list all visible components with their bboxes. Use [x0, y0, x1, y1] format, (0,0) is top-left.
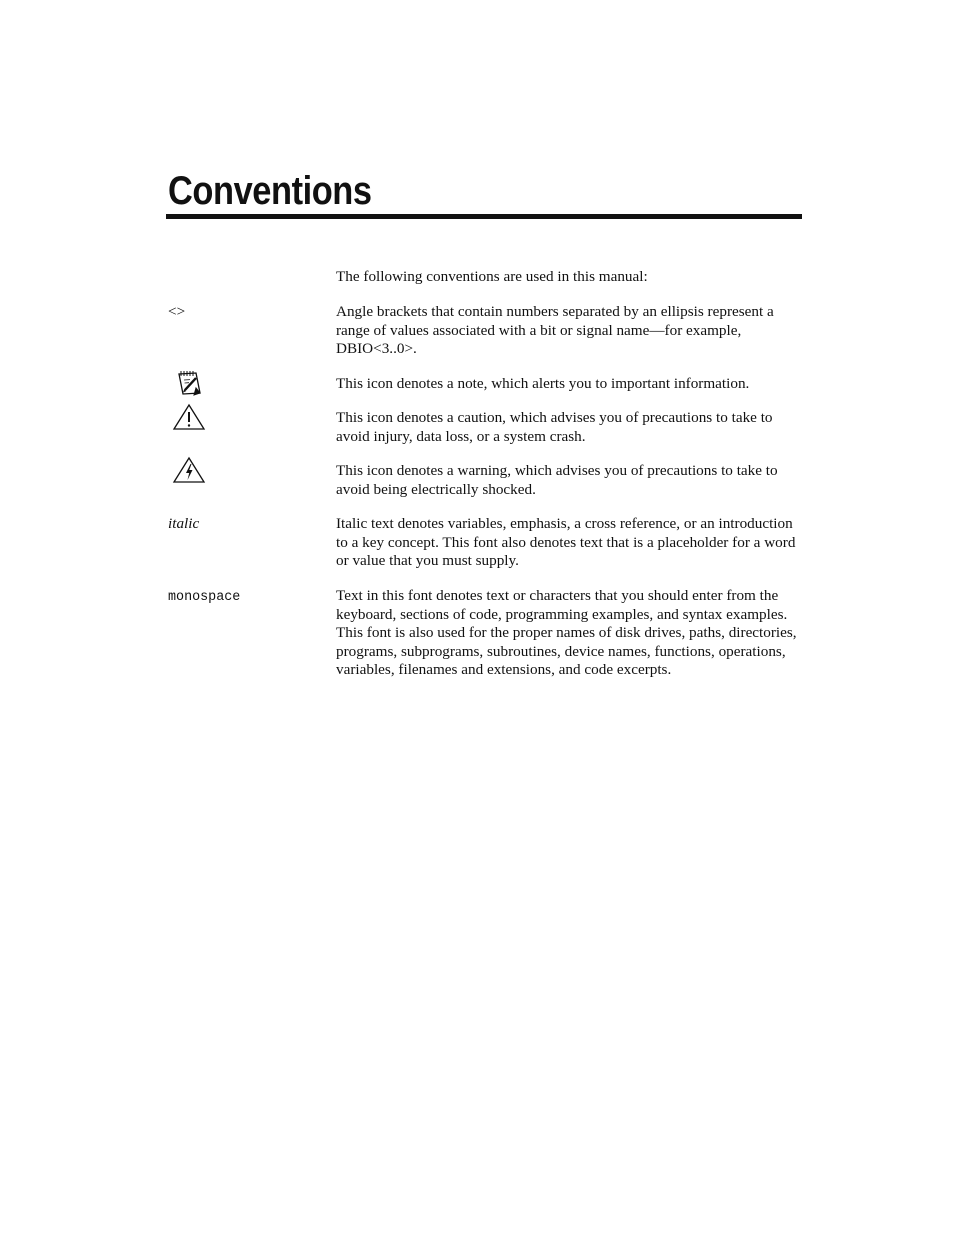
note-icon — [172, 369, 206, 397]
term-angle-brackets: <> — [168, 303, 186, 320]
description-warning: This icon denotes a warning, which advises you of precautions to take to avoid being electrically shocked. — [336, 462, 778, 498]
description-monospace: Text in this font denotes text or characters that you should enter from the keyboard, sections of code, programming examples, and syntax examples. This font is also used for the proper names of disk drives, paths, directories, programs, subprograms, subroutines, device names, functions, operations, variables, filenames and extensions, and code excerpts. — [336, 587, 797, 679]
description-caution: This icon denotes a caution, which advises you of precautions to take to avoid injury, data loss, or a system crash. — [336, 409, 773, 445]
warning-shock-icon — [172, 456, 206, 484]
term-italic: italic — [168, 515, 200, 532]
intro-text: The following conventions are used in this manual: — [336, 268, 648, 285]
description-italic: Italic text denotes variables, emphasis, a cross reference, or an introduction to a key concept. This font also denotes text that is a placeholder for a word or value that you must supply. — [336, 515, 796, 570]
term-monospace: monospace — [168, 590, 241, 605]
page-title: Conventions — [168, 169, 372, 213]
title-rule — [166, 214, 802, 219]
description-note: This icon denotes a note, which alerts you to important information. — [336, 375, 750, 392]
caution-icon — [172, 403, 206, 431]
description-angle-brackets: Angle brackets that contain numbers separated by an ellipsis represent a range of values associated with a bit or signal name—for example, DBIO<3..0>. — [336, 303, 774, 358]
